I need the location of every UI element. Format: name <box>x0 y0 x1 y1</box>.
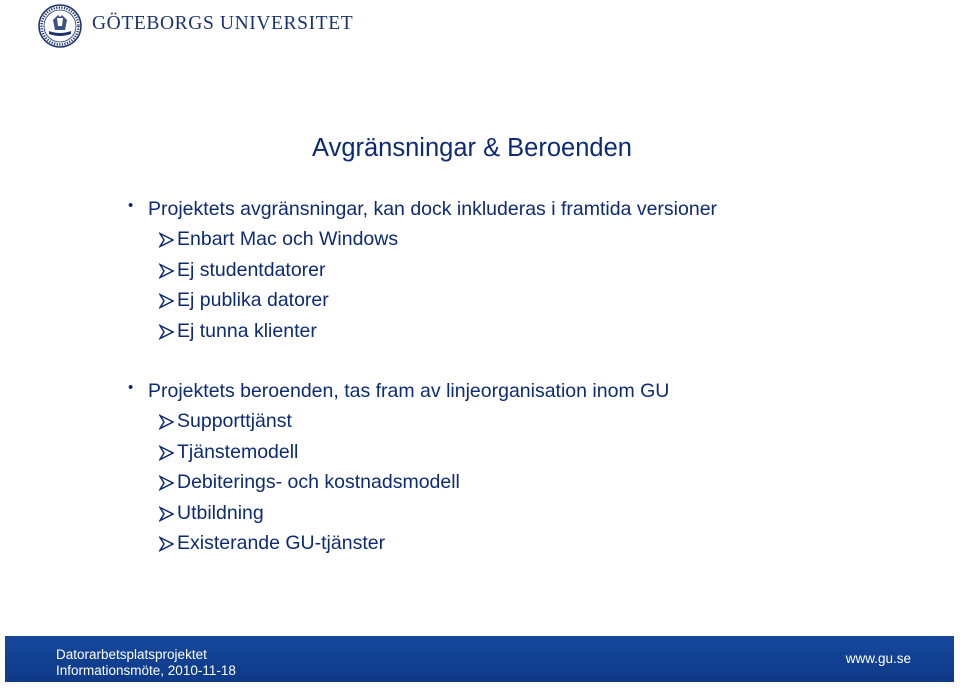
sub-item <box>128 410 908 441</box>
sub-item <box>128 259 908 290</box>
arrow-bullet-icon <box>159 445 174 461</box>
footer-project-name: Datorarbetsplatsprojektet <box>56 647 207 662</box>
sub-item-text: Existerande GU-tjänster <box>177 532 386 554</box>
arrow-bullet-icon <box>159 324 174 340</box>
bullet-item <box>128 198 908 228</box>
university-name: GÖTEBORGS UNIVERSITET <box>92 13 354 34</box>
sub-item-text: Supporttjänst <box>177 410 292 432</box>
sub-item-text: Enbart Mac och Windows <box>177 228 399 250</box>
arrow-bullet-icon <box>159 232 174 248</box>
dependencies-section <box>128 380 908 563</box>
arrow-bullet-icon <box>159 536 174 552</box>
arrow-bullet-icon <box>159 414 174 430</box>
sub-item-text: Utbildning <box>177 501 264 524</box>
bullet-dot-icon: • <box>128 197 134 214</box>
sub-item-text: Debiterings- och kostnadsmodell <box>177 471 460 493</box>
bullet-text: Projektets beroenden, tas fram av linjeorganisation inom GU <box>148 380 670 402</box>
footer-meeting-date: Informationsmöte, 2010-11-18 <box>56 663 236 678</box>
sub-item <box>128 320 908 351</box>
sub-item-text: Ej tunna klienter <box>177 319 317 342</box>
sub-item <box>128 502 908 533</box>
bullet-dot-icon: • <box>128 379 134 396</box>
limitations-section <box>128 198 908 350</box>
university-seal-icon <box>38 4 82 48</box>
arrow-bullet-icon <box>159 263 174 279</box>
bullet-text: Projektets avgränsningar, kan dock inkluderas i framtida versioner <box>148 198 718 220</box>
sub-item <box>128 289 908 320</box>
sub-item-text: Ej publika datorer <box>177 289 329 311</box>
sub-item <box>128 228 908 259</box>
footer-website-link[interactable]: www.gu.se <box>845 651 911 666</box>
sub-item-text: Ej studentdatorer <box>177 258 326 281</box>
arrow-bullet-icon <box>159 293 174 309</box>
sub-item <box>128 471 908 502</box>
sub-item <box>128 532 908 563</box>
sub-item <box>128 441 908 472</box>
slide-title: Avgränsningar & Beroenden <box>312 134 632 162</box>
footer-bar <box>5 636 954 682</box>
sub-item-text: Tjänstemodell <box>177 440 299 463</box>
arrow-bullet-icon <box>159 475 174 491</box>
arrow-bullet-icon <box>159 506 174 522</box>
bullet-item <box>128 380 908 410</box>
